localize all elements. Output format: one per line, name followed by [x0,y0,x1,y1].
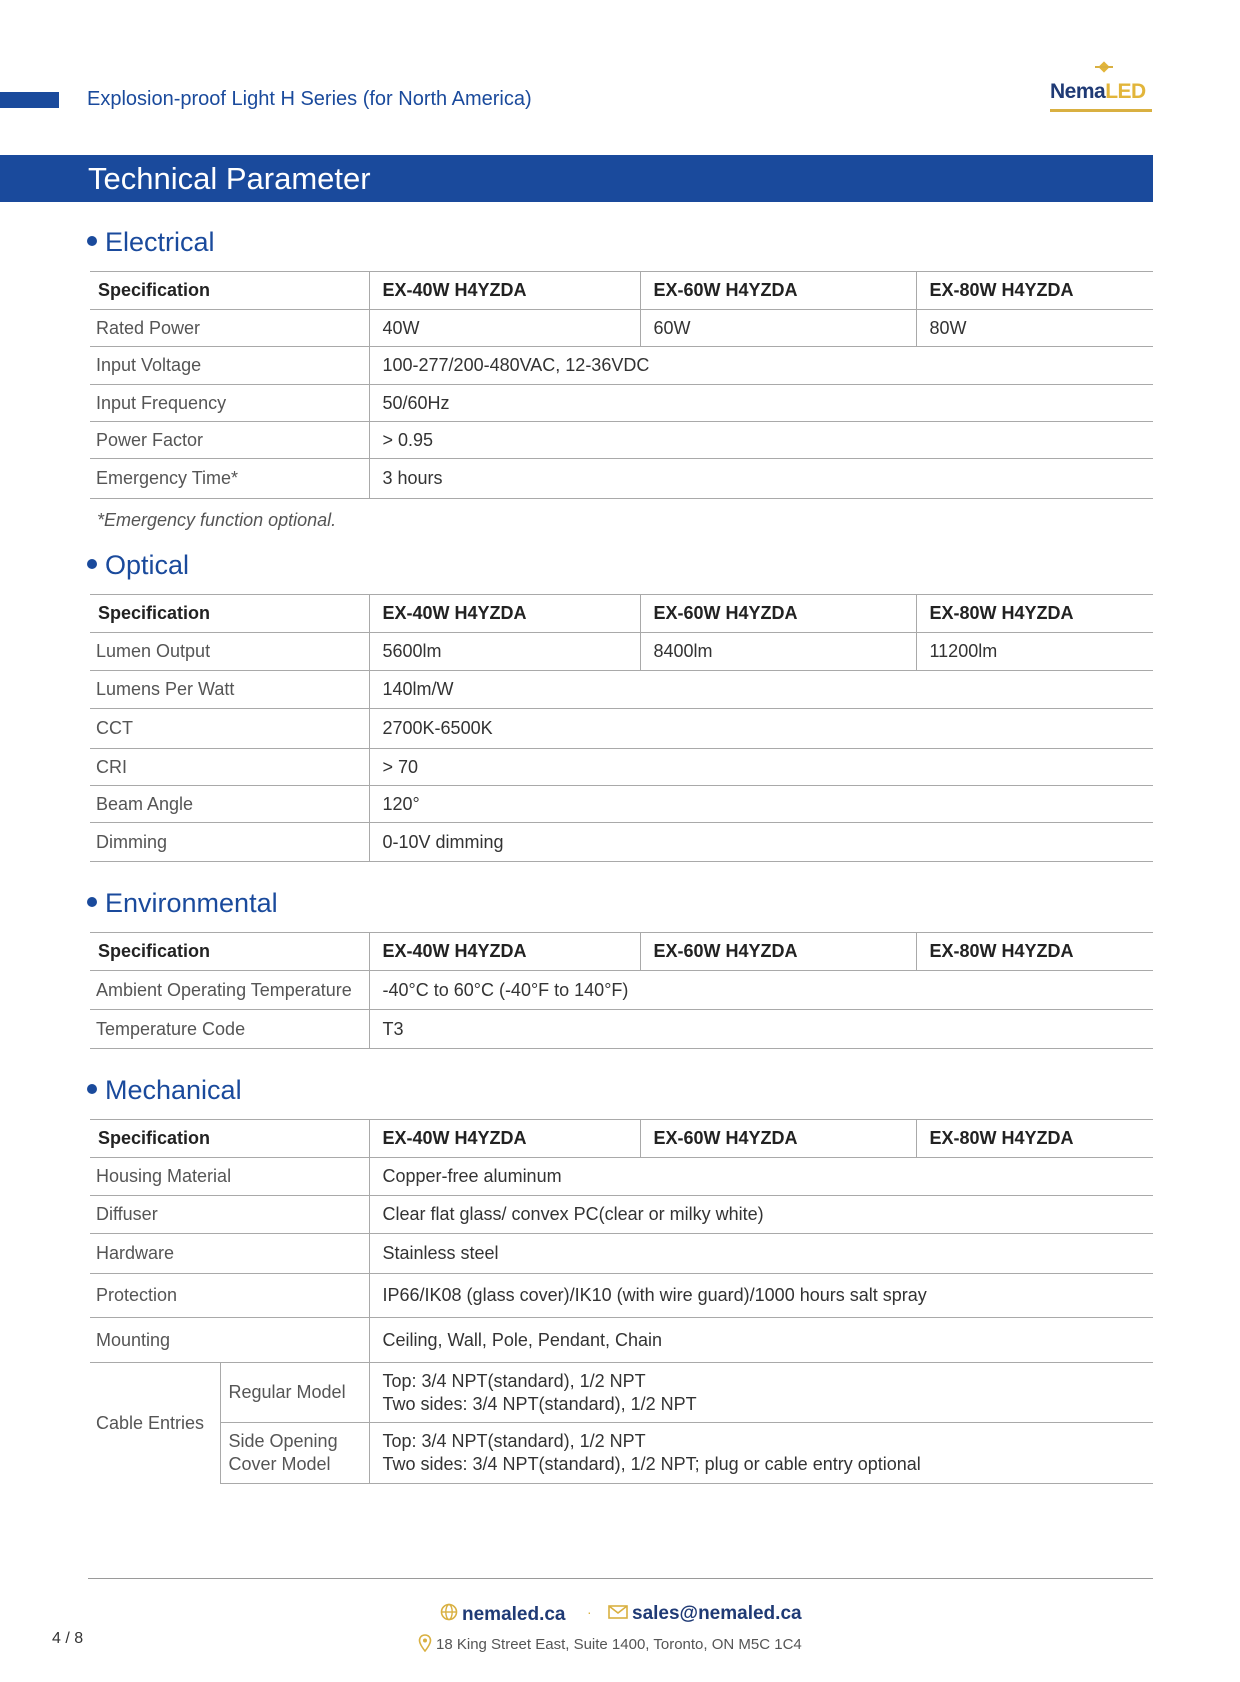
email-link[interactable]: sales@nemaled.ca [632,1603,802,1625]
cell-value: Clear flat glass/ convex PC(clear or milky white) [369,1196,1153,1234]
row-label: CRI [90,749,369,786]
cell-line: Top: 3/4 NPT(standard), 1/2 NPT [382,1431,646,1451]
row-label: Rated Power [90,310,369,347]
cell-value: 0-10V dimming [369,823,1153,862]
table-row [90,1363,1153,1423]
row-label: Emergency Time* [90,459,369,499]
section-title: Optical [105,550,190,580]
header-cell: EX-40W H4YZDA [369,595,640,633]
sub-label [220,1423,369,1484]
row-label: CCT [90,709,369,749]
cell-value: Copper-free aluminum [369,1158,1153,1196]
footer-address [418,1634,802,1656]
section-title: Environmental [105,888,278,918]
header-cell: EX-40W H4YZDA [369,933,640,971]
bullet-icon [87,897,97,907]
cell-value: IP66/IK08 (glass cover)/IK10 (with wire guard)/1000 hours salt spray [369,1274,1153,1318]
table-row [90,1234,1153,1274]
section-heading-environmental [87,888,278,919]
row-label: Diffuser [90,1196,369,1234]
section-title: Mechanical [105,1075,242,1105]
mechanical-table [90,1119,1153,1484]
row-label: Lumen Output [90,633,369,671]
table-row [90,459,1153,499]
cell-value: 100-277/200-480VAC, 12-36VDC [369,347,1153,385]
header-cell: EX-60W H4YZDA [640,933,916,971]
page-number: 4 / 8 [52,1630,84,1647]
row-label: Input Frequency [90,385,369,422]
cell-value: 80W [916,310,1153,347]
row-label: Mounting [90,1318,369,1363]
cell-value: 50/60Hz [369,385,1153,422]
bullet-icon [87,559,97,569]
address-text: 18 King Street East, Suite 1400, Toronto, ON M5C 1C4 [436,1635,802,1653]
cell-value: -40°C to 60°C (-40°F to 140°F) [369,971,1153,1010]
electrical-table [90,271,1153,499]
logo-underline [1050,109,1152,112]
table-row [90,633,1153,671]
cell-value: 3 hours [369,459,1153,499]
row-label: Beam Angle [90,786,369,823]
logo-text-led: LED [1105,80,1146,103]
row-label: Protection [90,1274,369,1318]
header-cell: EX-60W H4YZDA [640,1120,916,1158]
cell-value: > 70 [369,749,1153,786]
cell-value: 5600lm [369,633,640,671]
table-row [90,823,1153,862]
cell-value [369,1423,1153,1484]
cell-line: Top: 3/4 NPT(standard), 1/2 NPT [382,1370,646,1391]
section-banner [0,155,1153,202]
table-row [90,385,1153,422]
location-pin-icon [418,1634,432,1656]
header-cell: Specification [90,595,369,633]
globe-icon [440,1603,458,1627]
table-header-row [90,272,1153,310]
header-cell: EX-40W H4YZDA [369,272,640,310]
table-row [90,347,1153,385]
sub-label: Regular Model [220,1363,369,1423]
banner-title: Technical Parameter [88,161,371,196]
cell-value: 2700K-6500K [369,709,1153,749]
cell-value: 11200lm [916,633,1153,671]
table-row [90,786,1153,823]
cell-value: > 0.95 [369,422,1153,459]
nemaled-logo [1050,66,1152,116]
header-cell: EX-80W H4YZDA [916,595,1153,633]
table-row [90,671,1153,709]
website-link[interactable]: nemaled.ca [462,1604,566,1626]
cell-value [369,1363,1153,1423]
header-cell: EX-60W H4YZDA [640,272,916,310]
footer-divider [88,1578,1153,1579]
row-label: Input Voltage [90,347,369,385]
sub-label-line: Side Opening [228,1431,338,1451]
table-row [90,1158,1153,1196]
header-cell: EX-60W H4YZDA [640,595,916,633]
row-label: Temperature Code [90,1010,369,1049]
environmental-table [90,932,1153,1049]
mail-icon [608,1603,628,1625]
table-header-row [90,933,1153,971]
table-row [90,1010,1153,1049]
section-heading-electrical [87,227,215,258]
section-heading-mechanical [87,1075,242,1106]
table-header-row [90,1120,1153,1158]
table-row [90,971,1153,1010]
row-label: Housing Material [90,1158,369,1196]
bullet-icon [87,236,97,246]
cell-value: T3 [369,1010,1153,1049]
header-cell: EX-80W H4YZDA [916,933,1153,971]
row-label: Dimming [90,823,369,862]
footnote: *Emergency function optional. [97,510,337,530]
logo-text-nema: Nema [1050,80,1106,103]
cell-value: 140lm/W [369,671,1153,709]
header-cell: EX-40W H4YZDA [369,1120,640,1158]
cell-value: 120° [369,786,1153,823]
row-label: Ambient Operating Temperature [90,971,369,1010]
cell-value: 8400lm [640,633,916,671]
header-cell: Specification [90,1120,369,1158]
document-title: Explosion-proof Light H Series (for North America) [87,88,532,110]
table-row [90,310,1153,347]
header-cell: EX-80W H4YZDA [916,272,1153,310]
cell-value: 40W [369,310,640,347]
footer-website[interactable] [440,1603,566,1627]
header-cell: Specification [90,272,369,310]
header-cell: Specification [90,933,369,971]
cell-value: Ceiling, Wall, Pole, Pendant, Chain [369,1318,1153,1363]
table-row [90,1318,1153,1363]
table-row [90,1274,1153,1318]
sub-label-line: Cover Model [228,1454,331,1474]
table-header-row [90,595,1153,633]
cell-line: Two sides: 3/4 NPT(standard), 1/2 NPT [382,1393,697,1414]
table-row [90,749,1153,786]
row-label: Power Factor [90,422,369,459]
table-row [90,422,1153,459]
header-accent-bar [0,92,59,108]
table-row [90,1196,1153,1234]
table-row [90,1423,1153,1484]
table-row [90,709,1153,749]
footer-email[interactable] [608,1603,802,1625]
cell-line: Two sides: 3/4 NPT(standard), 1/2 NPT; plug or cable entry optional [382,1454,921,1474]
section-heading-optical [87,550,189,581]
header-cell: EX-80W H4YZDA [916,1120,1153,1158]
bullet-icon [87,1084,97,1094]
row-label: Lumens Per Watt [90,671,369,709]
row-label: Cable Entries [90,1363,220,1484]
cell-value: 60W [640,310,916,347]
footer-separator: · [587,1604,592,1620]
section-title: Electrical [105,227,215,257]
logo-arc [1095,66,1113,76]
row-label: Hardware [90,1234,369,1274]
optical-table [90,594,1153,862]
cell-value: Stainless steel [369,1234,1153,1274]
